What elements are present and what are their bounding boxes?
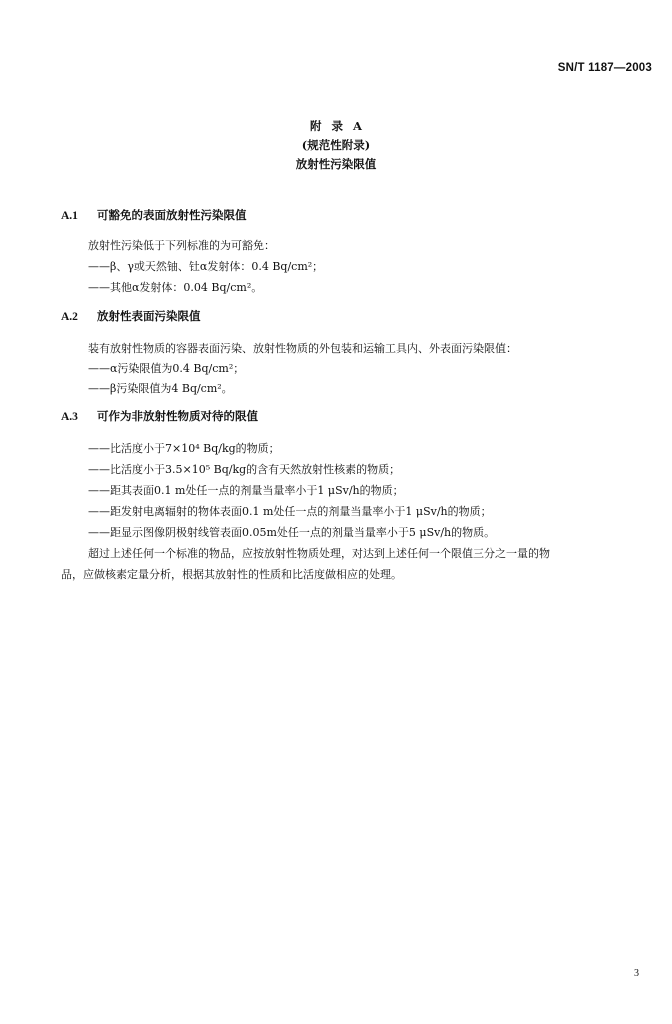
section-heading-a3: [61, 408, 258, 424]
section-title: 可豁免的表面放射性污染限值: [97, 208, 247, 222]
annex-title: 附 录 A: [310, 119, 362, 133]
list-item: ——其他α发射体：0.04 Bq/cm²。: [88, 281, 263, 294]
paragraph-continuation: 品，应做核素定量分析，根据其放射性的性质和比活度做相应的处理。: [61, 568, 402, 581]
annex-type: (规范性附录): [301, 138, 371, 152]
annex-name: 放射性污染限值: [295, 157, 377, 171]
standard-code: SN/T 1187—2003: [557, 62, 652, 74]
section-heading-a1: [61, 207, 247, 223]
text-line: 装有放射性物质的容器表面污染、放射性物质的外包装和运输工具内、外表面污染限值：: [88, 342, 517, 355]
section-number: A.1: [61, 210, 78, 222]
list-item: ——距其表面0.1 m处任一点的剂量当量率小于1 μSv/h的物质；: [88, 484, 404, 497]
list-item: ——比活度小于3.5×10⁵ Bq/kg的含有天然放射性核素的物质；: [88, 463, 401, 476]
list-item: ——α污染限值为0.4 Bq/cm²；: [88, 362, 245, 375]
paragraph-first-line: 超过上述任何一个标准的物品，应按放射性物质处理，对达到上述任何一个限值三分之一量的物: [88, 547, 550, 560]
list-item: ——β污染限值为4 Bq/cm²。: [88, 382, 233, 395]
page-number: 3: [634, 968, 639, 979]
section-number: A.3: [61, 411, 78, 423]
section-title: 放射性表面污染限值: [97, 309, 201, 323]
list-item: ——比活度小于7×10⁴ Bq/kg的物质；: [88, 442, 280, 455]
list-item: ——距发射电离辐射的物体表面0.1 m处任一点的剂量当量率小于1 μSv/h的物质；: [88, 505, 492, 518]
section-heading-a2: [61, 308, 201, 324]
list-item: ——β、γ或天然铀、钍α发射体：0.4 Bq/cm²；: [88, 260, 324, 273]
list-item: ——距显示图像阴极射线管表面0.05m处任一点的剂量当量率小于5 μSv/h的物质。: [88, 526, 496, 539]
section-title: 可作为非放射性物质对待的限值: [97, 409, 258, 423]
text-line: 放射性污染低于下列标准的为可豁免：: [88, 239, 275, 252]
section-number: A.2: [61, 311, 78, 323]
